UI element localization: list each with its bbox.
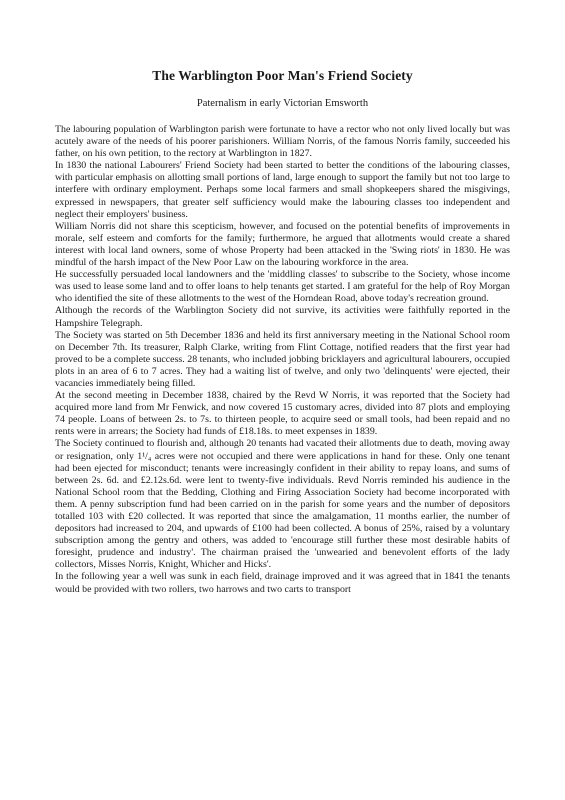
paragraph: The Society was started on 5th December 1836 and held its first anniversary meeting in the National School room on December 7th. Its treasurer, Ralph Clarke, writing from Flint Cottage, notified readers that the first year had proved to be a complete success. 28 tenants, who included jobbing bricklayers and agricultural labourers, occupied plots in an area of 6 to 7 acres. They had a waiting list of twelve, and only two 'delinquents' were ejected, their vacancies immediately being filled.: [55, 329, 510, 389]
paragraph: At the second meeting in December 1838, chaired by the Revd W Norris, it was reported that the Society had acquired more land from Mr Fenwick, and now covered 15 customary acres, divided into 87 plots and employing 74 people. Loans of between 2s. to 7s. to thirteen people, to acquire seed or small tools, had been repaid and no rents were in arrears; the Society had funds of £18.18s. to meet expenses in 1839.: [55, 390, 510, 438]
document-title: The Warblington Poor Man's Friend Society: [152, 68, 413, 83]
paragraph: The labouring population of Warblington parish were fortunate to have a rector who not only lived locally but was acutely aware of the needs of his poorer parishioners. William Norris, of the famous Norris family, succeeded his father, on his own petition, to the rectory at Warblington in 1827.: [55, 124, 510, 160]
paragraph: In the following year a well was sunk in each field, drainage improved and it was agreed that in 1841 the tenants would be provided with two rollers, two harrows and two carts to transport: [55, 571, 510, 595]
document-subtitle: Paternalism in early Victorian Emsworth: [196, 98, 369, 109]
paragraph: Although the records of the Warblington Society did not survive, its activities were faithfully reported in the Hampshire Telegraph.: [55, 305, 510, 329]
paragraph: The Society continued to flourish and, although 20 tenants had vacated their allotments due to death, moving away or resignation, only 1¹/₄ acres were not occupied and there were applications in hand for these. Only one tenant had been ejected for misconduct; tenants were increasingly confident in their ability to repay loans, and sums of between 2s. 6d. and £2.12s.6d. were lent to twenty-five individuals. Revd Norris reminded his audience in the National School room that the Bedding, Clothing and Firing Association Society had become incorporated with them. A penny subscription fund had been carried on in the parish for some years and the number of depositors totalled 103 with £20 collected. It was reported that since the amalgamation, 11 months earlier, the number of depositors had increased to 204, and upwards of £100 had been collected. A bonus of 25%, raised by a voluntary subscription among the gentry and others, was added to 'encourage still further these most desirable habits of foresight, prudence and industry'. The chairman praised the 'unwearied and benevolent efforts of the lady collectors, Misses Norris, Knight, Whicher and Hicks'.: [55, 438, 510, 571]
document-body: [55, 124, 510, 596]
paragraph: In 1830 the national Labourers' Friend Society had been started to better the conditions of the labouring classes, with particular emphasis on allotting small portions of land, large enough to support the family but not too large to interfere with ordinary employment. Perhaps some local farmers and small shopkeepers shared the misgivings, expressed in newspapers, that greater self sufficiency would make the labouring classes too independent and neglect their employers' business.: [55, 160, 510, 220]
paragraph: William Norris did not share this scepticism, however, and focused on the potential benefits of improvements in morale, self esteem and comforts for the family; furthermore, he argued that allotments would create a shared interest with local land owners, some of whose Property had been attacked in the 'Swing riots' in 1830. He was mindful of the harsh impact of the New Poor Law on the labouring workforce in the area.: [55, 220, 510, 269]
paragraph: He successfully persuaded local landowners and the 'middling classes' to subscribe to the Society, whose income was used to lease some land and to offer loans to help tenants get started. I am grateful for the help of Roy Morgan who identified the site of these allotments to the west of the Horndean Road, above today's recreation ground.: [55, 269, 510, 305]
